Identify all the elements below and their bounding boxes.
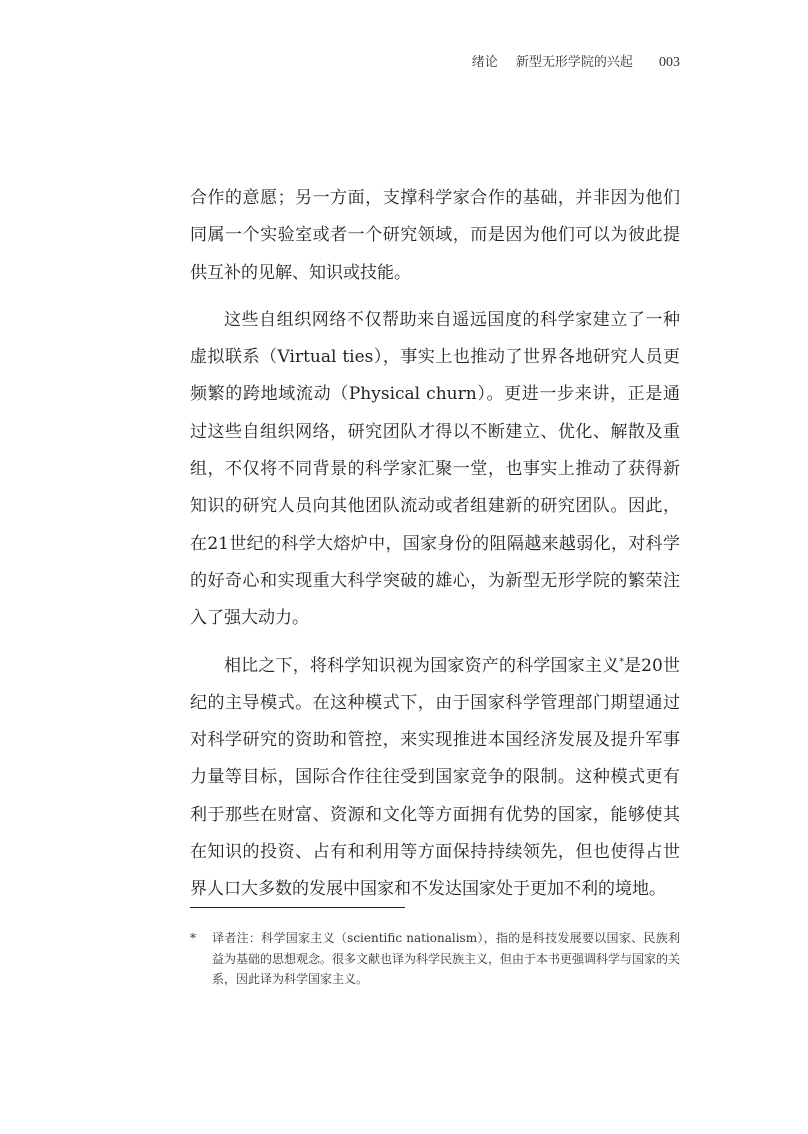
page-number: 003 bbox=[659, 55, 680, 70]
footnote bbox=[190, 928, 680, 990]
footnote-divider bbox=[190, 907, 405, 908]
header-chapter: 绪论 bbox=[471, 55, 498, 70]
footnote-marker: * bbox=[190, 931, 196, 945]
paragraph-1: 合作的意愿；另一方面，支撑科学家合作的基础，并非因为他们同属一个实验室或者一个研究领域，而是因为他们可以为彼此提供互补的见解、知识或技能。 bbox=[190, 188, 680, 283]
paragraph-3 bbox=[190, 648, 680, 909]
paragraph-2: 这些自组织网络不仅帮助来自遥远国度的科学家建立了一种虚拟联系（Virtual ties），事实上也推动了世界各地研究人员更频繁的跨地域流动（Physical churn）。更进一步来讲，正是通过这些自组织网络，研究团队才得以不断建立、优化、解散及重组，不仅将不同背景的科学家汇聚一堂，也事实上推动了获得新知识的研究人员向其他团队流动或者组建新的研究团队。因此，在21世纪的科学大熔炉中，国家身份的阻隔越来越弱化，对科学的好奇心和实现重大科学突破的雄心，为新型无形学院的繁荣注入了强大动力。 bbox=[190, 309, 680, 629]
footnote-reference[interactable]: * bbox=[619, 656, 624, 667]
header-title: 新型无形学院的兴起 bbox=[515, 55, 633, 70]
footnote-text: 译者注：科学国家主义（scientific nationalism），指的是科技发展要以国家、民族利益为基础的思想观念。很多文献也译为科学民族主义，但由于本书更强调科学与国家的关系，因此译为科学国家主义。 bbox=[212, 931, 681, 986]
paragraph-3-before: 相比之下，将科学知识视为国家资产的科学国家主义 bbox=[224, 655, 620, 676]
main-text bbox=[190, 180, 680, 919]
paragraph-3-after: 是20世纪的主导模式。在这种模式下，由于国家科学管理部门期望通过对科学研究的资助和管控，来实现推进本国经济发展及提升军事力量等目标，国际合作往往受到国家竞争的限制。这种模式更有利于那些在财富、资源和文化等方面拥有优势的国家，能够使其在知识的投资、占有和利用等方面保持持续领先，但也使得占世界人口大多数的发展中国家和不发达国家处于更加不利的境地。 bbox=[190, 655, 681, 900]
running-header bbox=[190, 52, 680, 74]
